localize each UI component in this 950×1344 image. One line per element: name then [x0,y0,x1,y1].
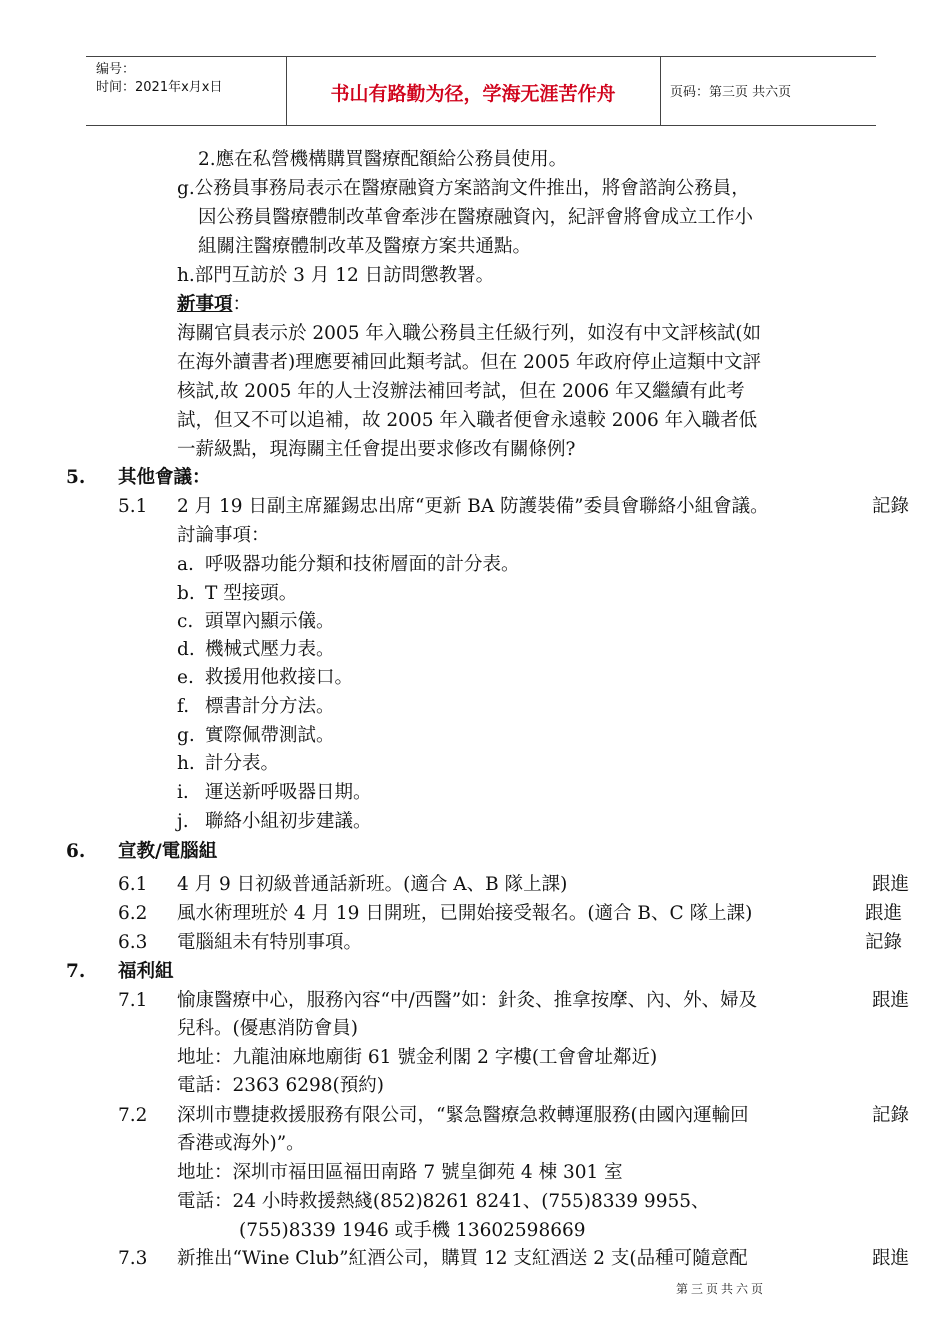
section-number: 5. [66,467,86,488]
item-text: 2 月 19 日副主席羅錫忠出席“更新 BA 防護裝備”委員會聯絡小組會議。 [177,496,769,517]
item-action: 跟進 [865,903,903,924]
section-title: 福利組 [118,961,174,982]
list-item: 實際佩帶測試。 [205,725,335,746]
text-line: 核試,故 2005 年的人士沒辦法補回考試，但在 2006 年又繼續有此考 [177,381,745,402]
item-number: 6.3 [118,932,148,953]
item-text: 香港或海外)”。 [177,1133,305,1154]
item-number: 6.1 [118,874,148,895]
section-number: 6. [66,841,86,862]
list-item: 標書計分方法。 [205,696,335,717]
item-phone: 電話：24 小時救援熱綫(852)8261 8241、(755)8339 9955、 [177,1191,710,1212]
item-text: 深圳市豐捷救援服務有限公司，“緊急醫療急救轉運服務(由國內運輸回 [177,1105,749,1126]
item-action: 跟進 [872,874,910,895]
item-action: 跟進 [872,990,910,1011]
item-text: 新推出“Wine Club”紅酒公司，購買 12 支紅酒送 2 支(品種可隨意配 [177,1248,748,1269]
item-text: 愉康醫療中心，服務內容“中/西醫”如：針灸、推拿按摩、內、外、婦及 [177,990,758,1011]
header-page-number: 页码：第三页 共六页 [670,85,792,100]
text-line: 組關注醫療體制改革及醫療方案共通點。 [198,236,532,257]
list-marker: e. [177,667,194,688]
text-line: 海關官員表示於 2005 年入職公務員主任級行列，如沒有中文評核試(如 [177,323,762,344]
section-title: 宣教/電腦組 [118,841,218,862]
header-number: 编号： [96,62,136,77]
text-line: 因公務員醫療體制改革會牽涉在醫療融資內，紀評會將會成立工作小 [198,207,754,228]
header-meta [96,61,222,97]
item-action: 記錄 [872,1105,910,1126]
text-line: 在海外讀書者)理應要補回此類考試。但在 2005 年政府停止這類中文評 [177,352,762,373]
new-items-title: 新事項 [177,294,233,315]
list-marker: d. [177,639,195,660]
item-text: 4 月 9 日初級普通話新班。(適合 A、B 隊上課) [177,874,568,895]
text-line: 一薪級點，現海關主任會提出要求修改有關條例? [177,439,576,460]
list-marker: a. [177,554,194,575]
item-text: 風水術理班於 4 月 19 日開班，已開始接受報名。(適合 B、C 隊上課) [177,903,753,924]
item-address: 地址：九龍油麻地廟街 61 號金利閣 2 字樓(工會會址鄰近) [177,1047,658,1068]
list-marker: f. [177,696,190,717]
list-marker: c. [177,611,194,632]
section-number: 7. [66,961,86,982]
text-line: 試，但又不可以追補，故 2005 年入職者便會永遠較 2006 年入職者低 [177,410,758,431]
header-time: 时间：2021年x月x日 [96,80,223,95]
list-item: 計分表。 [205,753,280,774]
header-motto: 书山有路勤为径，学海无涯苦作舟 [330,83,616,105]
new-items-colon: ： [232,294,252,315]
item-number: 7.2 [118,1105,148,1126]
list-marker: j. [177,811,189,832]
list-marker: g. [177,725,195,746]
list-item: T 型接頭。 [205,583,298,604]
item-number: 6.2 [118,903,148,924]
item-phone: (755)8339 1946 或手機 13602598669 [239,1220,586,1241]
list-marker: b. [177,583,195,604]
item-phone: 電話：2363 6298(預約) [177,1075,384,1096]
section-title: 其他會議： [118,467,211,488]
list-item: 運送新呼吸器日期。 [205,782,372,803]
item-action: 記錄 [865,932,903,953]
item-subheading: 討論事項： [177,525,270,546]
text-line: g.公務員事務局表示在醫療融資方案諮詢文件推出，將會諮詢公務員， [177,178,750,199]
page-header [86,56,876,126]
item-action: 跟進 [872,1248,910,1269]
item-number: 7.3 [118,1248,148,1269]
list-item: 頭罩內顯示儀。 [205,611,335,632]
list-marker: i. [177,782,189,803]
list-item: 呼吸器功能分類和技術層面的計分表。 [205,554,520,575]
item-action: 記錄 [872,496,910,517]
list-item: 救援用他救接口。 [205,667,354,688]
new-items-heading [177,291,251,319]
item-text: 電腦組未有特別事項。 [177,932,363,953]
page-footer: 第三页共六页 [676,1282,767,1296]
item-number: 5.1 [118,496,148,517]
header-divider [660,57,661,125]
item-address: 地址：深圳市福田區福田南路 7 號皇御苑 4 棟 301 室 [177,1162,623,1183]
list-item: 機械式壓力表。 [205,639,335,660]
item-text: 兒科。(優惠消防會員) [177,1018,358,1039]
text-line: h.部門互訪於 3 月 12 日訪問懲教署。 [177,265,495,286]
item-number: 7.1 [118,990,148,1011]
list-item: 聯絡小組初步建議。 [205,811,372,832]
list-marker: h. [177,753,195,774]
text-line: 2.應在私營機構購買醫療配額給公務員使用。 [198,149,568,170]
